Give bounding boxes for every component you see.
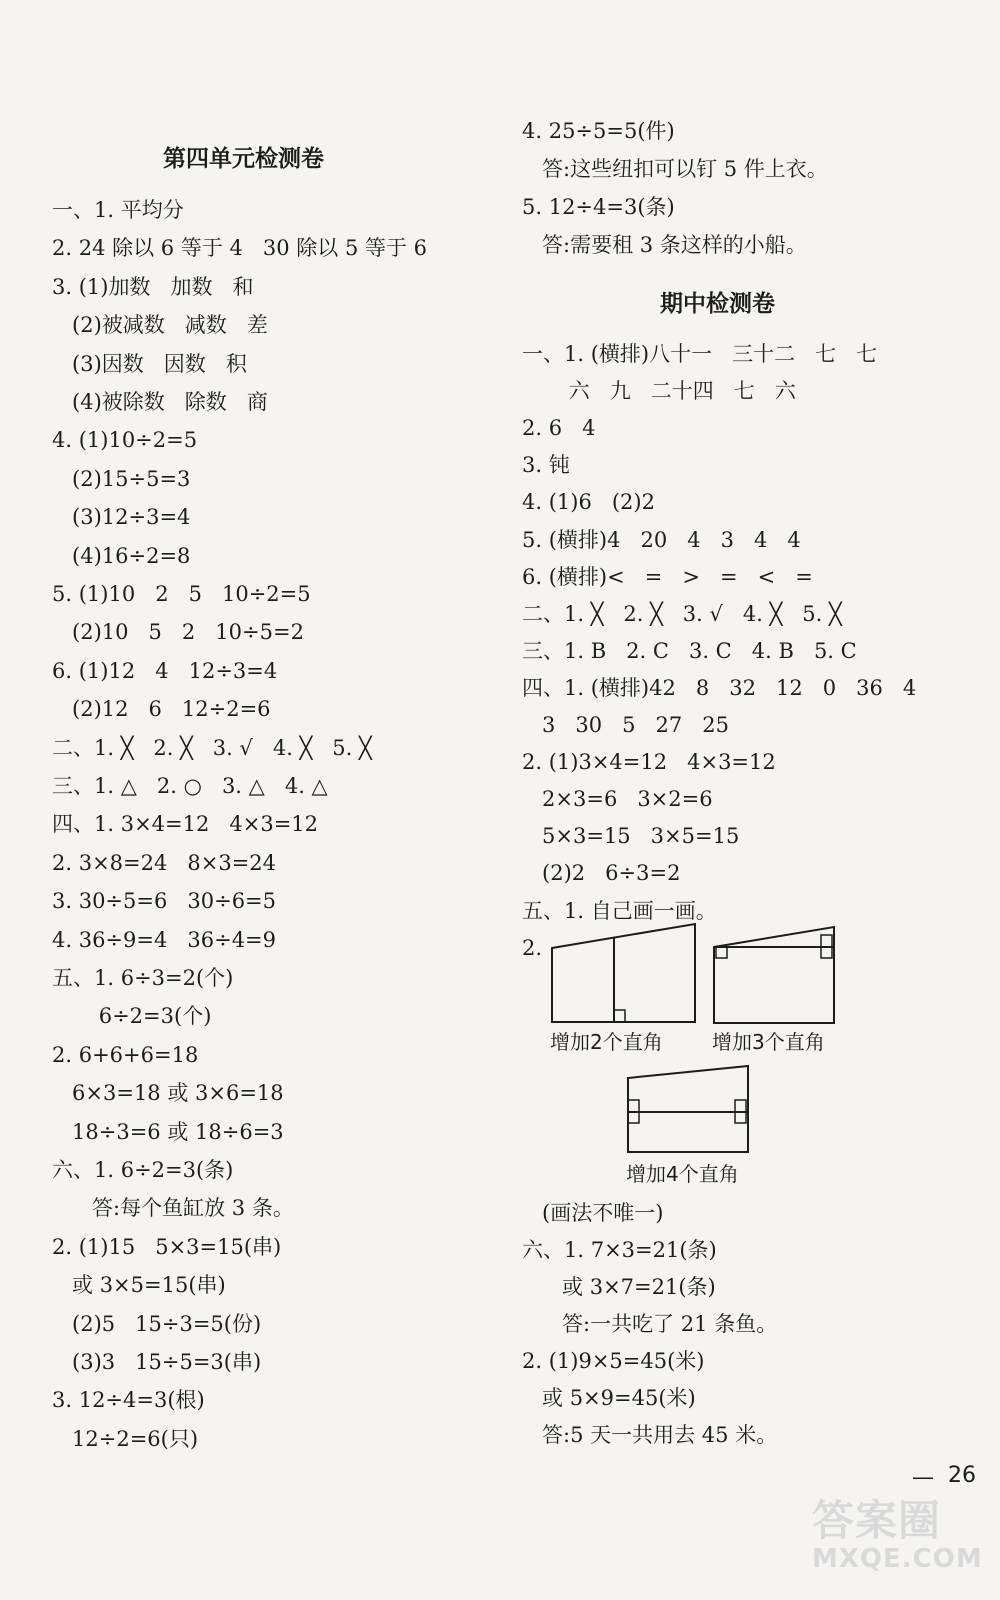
answer-line: 或 3×5=15(串) — [52, 1273, 226, 1298]
figure-2-caption: 增加3个直角 — [712, 1030, 825, 1054]
answer-line: 3. (1)加数 加数 和 — [52, 274, 254, 299]
answer-line: (4)16÷2=8 — [52, 543, 191, 568]
answer-line: 六、1. 6÷2=3(条) — [52, 1158, 234, 1182]
answer-line: (3)12÷3=4 — [52, 505, 191, 530]
answer-line: 四、1. 3×4=12 4×3=12 — [52, 812, 319, 837]
answer-line: 2. 6 4 — [522, 416, 596, 441]
answer-line: (画法不唯一) — [522, 1201, 664, 1225]
answer-line: 五、1. 自己画一画。 — [522, 898, 717, 923]
answer-line: 6. (横排)< = > = < = — [522, 564, 813, 589]
watermark-text: 答案圈 — [812, 1496, 942, 1545]
answer-line: 2. 3×8=24 8×3=24 — [52, 850, 277, 875]
answer-line: 六、1. 7×3=21(条) — [522, 1238, 717, 1262]
answer-line: 3. 12÷4=3(根) — [52, 1388, 205, 1413]
answer-line: 2. 6+6+6=18 — [52, 1042, 199, 1067]
answer-line: 5. (1)10 2 5 10÷2=5 — [52, 582, 311, 606]
answer-line: 3. 30÷5=6 30÷6=5 — [52, 889, 277, 914]
page-number: 26 — [948, 1463, 976, 1488]
left-title: 第四单元检测卷 — [163, 146, 324, 172]
answer-line: 5. 12÷4=3(条) — [522, 195, 675, 219]
answer-line: (3)因数 因数 积 — [52, 351, 247, 376]
answer-line: 2. (1)15 5×3=15(串) — [52, 1234, 282, 1259]
figure-3-caption: 增加4个直角 — [626, 1162, 739, 1186]
answer-line: 2×3=6 3×2=6 — [522, 787, 713, 812]
answer-line: 5×3=15 3×5=15 — [522, 824, 740, 849]
right-angle-figure-2 — [712, 925, 838, 1031]
answer-line: 6÷2=3(个) — [52, 1004, 212, 1029]
answer-line: 3 30 5 27 25 — [522, 713, 730, 737]
right-title: 期中检测卷 — [660, 291, 775, 317]
answer-line: (2)15÷5=3 — [52, 466, 191, 491]
answer-line: (4)被除数 除数 商 — [52, 390, 268, 414]
answer-line: 2. (1)9×5=45(米) — [522, 1349, 705, 1373]
answer-line: 答:每个鱼缸放 3 条。 — [52, 1196, 294, 1221]
answer-line: 4. 36÷9=4 36÷4=9 — [52, 927, 277, 952]
answer-line: (2)12 6 12÷2=6 — [52, 697, 271, 722]
watermark-logo — [812, 1488, 983, 1574]
answer-line: 答:5 天一共用去 45 米。 — [522, 1423, 778, 1447]
answer-line: 18÷3=6 或 18÷6=3 — [52, 1119, 284, 1144]
answer-line: (2)5 15÷3=5(份) — [52, 1311, 262, 1336]
answer-line: 2. (1)3×4=12 4×3=12 — [522, 750, 776, 775]
answer-line: 一、1. (横排)八十一 三十二 七 七 — [522, 342, 878, 366]
answer-line: (2)被减数 减数 差 — [52, 313, 268, 338]
answer-line: 答:这些纽扣可以钉 5 件上衣。 — [522, 157, 828, 181]
answer-line: (2)10 5 2 10÷5=2 — [52, 620, 304, 645]
answer-line: 2. 24 除以 6 等于 4 30 除以 5 等于 6 — [52, 236, 428, 261]
right-column — [500, 0, 1000, 1600]
right-angle-figure-3 — [626, 1064, 752, 1154]
answer-line: 或 5×9=45(米) — [522, 1386, 696, 1410]
answer-line: 12÷2=6(只) — [52, 1426, 199, 1451]
answer-line: 答:一共吃了 21 条鱼。 — [522, 1312, 778, 1336]
answer-line: 五、1. 6÷3=2(个) — [52, 966, 234, 990]
answer-line: 二、1. ╳ 2. ╳ 3. √ 4. ╳ 5. ╳ — [52, 735, 372, 760]
figure-1-caption: 增加2个直角 — [550, 1030, 663, 1054]
answer-line: 四、1. (横排)42 8 32 12 0 36 4 — [522, 675, 917, 700]
answer-line: 4. (1)6 (2)2 — [522, 490, 655, 515]
answer-line: (2)2 6÷3=2 — [522, 861, 681, 886]
answer-line: 三、1. △ 2. ○ 3. △ 4. △ — [52, 774, 328, 798]
right-angle-figure-1 — [550, 922, 700, 1030]
answer-line: 3. 钝 — [522, 453, 570, 478]
answer-line: 三、1. B 2. C 3. C 4. B 5. C — [522, 638, 857, 663]
answer-line: 答:需要租 3 条这样的小船。 — [522, 233, 807, 257]
answer-line: (3)3 15÷5=3(串) — [52, 1350, 262, 1374]
watermark-sub: MXQE.COM — [812, 1544, 983, 1574]
answer-line: 二、1. ╳ 2. ╳ 3. √ 4. ╳ 5. ╳ — [522, 601, 842, 626]
answer-line: 6×3=18 或 3×6=18 — [52, 1081, 284, 1106]
answer-line: 4. (1)10÷2=5 — [52, 428, 198, 453]
answer-line: 或 3×7=21(条) — [522, 1275, 716, 1299]
answer-line: 2. — [522, 935, 543, 960]
answer-line: 4. 25÷5=5(件) — [522, 119, 675, 143]
footer-dash: — — [912, 1465, 934, 1490]
answer-line: 6. (1)12 4 12÷3=4 — [52, 658, 278, 683]
answer-line: 一、1. 平均分 — [52, 198, 184, 222]
answer-line: 六 九 二十四 七 六 — [522, 379, 796, 404]
answer-line: 5. (横排)4 20 4 3 4 4 — [522, 527, 801, 552]
